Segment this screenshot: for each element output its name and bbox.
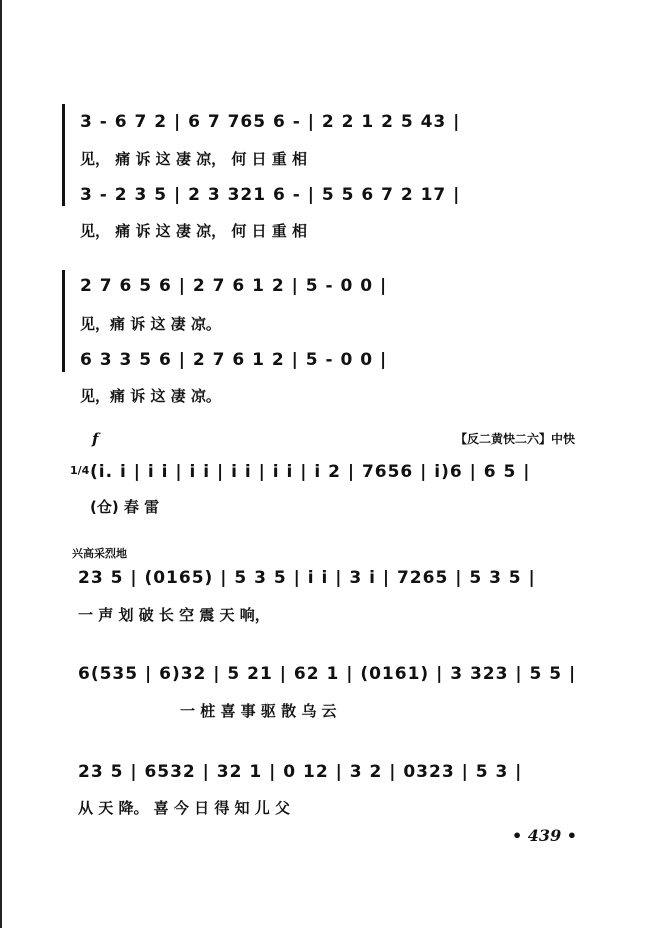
- score-row: (i. i | i i | i i | i i | i i | i 2 | 7656 | i)6 | 6 5 |: [90, 462, 531, 482]
- time-signature: 1/4: [70, 464, 90, 477]
- lyrics-row: 一 桩 喜 事 驱 散 乌 云: [180, 702, 337, 720]
- score-row: 23 5 | (0165) | 5 3 5 | i i | 3 i | 7265 | 5 3 5 |: [78, 568, 536, 588]
- score-row: 2 7 6 5 6 | 2 7 6 1 2 | 5 - 0 0 |: [80, 276, 388, 296]
- score-row: 3 - 6 7 2 | 6 7 765 6 - | 2 2 1 2 5 43 |: [80, 112, 461, 132]
- score-row: 6 3 3 5 6 | 2 7 6 1 2 | 5 - 0 0 |: [80, 350, 388, 370]
- dynamic-marking: f: [92, 430, 99, 448]
- system-brace: [62, 270, 65, 372]
- score-row: 6(535 | 6)32 | 5 21 | 62 1 | (0161) | 3 323 | 5 5 |: [78, 664, 577, 684]
- lyrics-row: 见， 痛 诉 这 凄 凉， 何 日 重 相: [80, 150, 308, 168]
- score-row: 23 5 | 6532 | 32 1 | 0 12 | 3 2 | 0323 | 5 3 |: [78, 762, 523, 782]
- lyrics-row: 见，痛 诉 这 凄 凉。: [80, 315, 221, 333]
- page-number: • 439 •: [512, 826, 577, 845]
- lyrics-row: (仓) 春 雷: [90, 498, 160, 516]
- lyrics-row: 从 天 降。 喜 今 日 得 知 儿 父: [78, 799, 291, 817]
- lyrics-row: 见，痛 诉 这 凄 凉。: [80, 387, 221, 405]
- lyrics-row: 见， 痛 诉 这 凄 凉， 何 日 重 相: [80, 222, 308, 240]
- score-row: 3 - 2 3 5 | 2 3 321 6 - | 5 5 6 7 2 17 |: [80, 185, 461, 205]
- lyrics-row: 一 声 划 破 长 空 震 天 响，: [78, 606, 270, 624]
- page-edge: [0, 0, 2, 928]
- tempo-marking: 【反二黄快二六】中快: [455, 432, 576, 446]
- system-brace: [62, 104, 65, 206]
- expression-label: 兴高采烈地: [72, 547, 127, 560]
